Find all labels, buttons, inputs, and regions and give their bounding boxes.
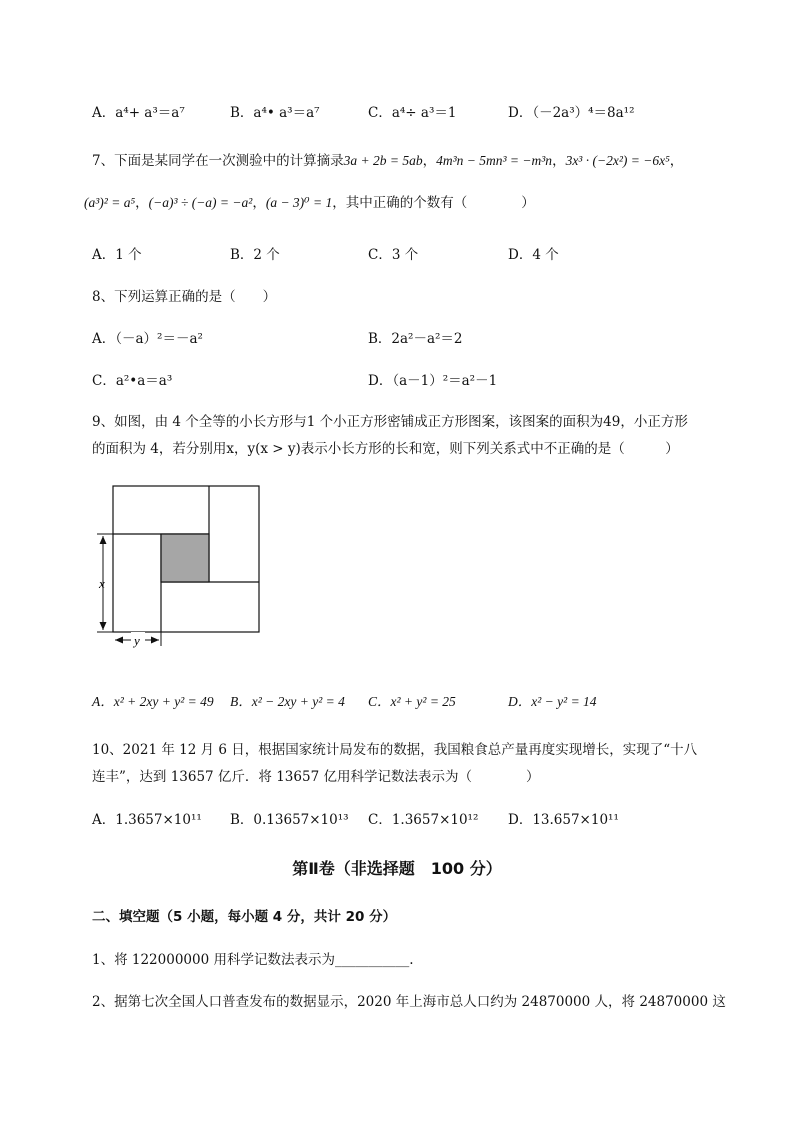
q9-figure: [90, 480, 270, 650]
part2-title: 第Ⅱ卷（非选择题 100 分）: [292, 859, 502, 878]
y-arrow-right: [151, 637, 159, 644]
q8-stem: 8、下列运算正确的是（ ）: [92, 289, 277, 305]
section2-title: 二、填空题（5 小题，每小题 4 分，共计 20 分）: [92, 909, 397, 925]
q10-option-a: A．1.3657×10¹¹: [92, 812, 202, 828]
q9-option-d: D．x² − y² = 14: [508, 694, 597, 709]
q10-option-c: C．1.3657×10¹²: [368, 812, 479, 828]
figure-label-y: y: [134, 633, 140, 648]
q10-line2: 连丰”，达到 13657 亿斤．将 13657 亿用科学记数法表示为（ ）: [92, 769, 540, 785]
small-square: [161, 534, 209, 582]
q7-expr4: (a³)² = a⁵: [84, 195, 136, 210]
q9-line2: 的面积为 4，若分别用x，y(x > y)表示小长方形的长和宽，则下列关系式中不正确的是（ ）: [92, 441, 679, 457]
q9-line1: 9、如图，由 4 个全等的小长方形与1 个小正方形密铺成正方形图案，该图案的面积为49，小正方形: [92, 414, 688, 430]
q9-option-c: C．x² + y² = 25: [368, 694, 456, 709]
figure-label-x: x: [99, 576, 105, 591]
q7-expr2: 4m³n − 5mn³ = −m³n: [436, 153, 553, 168]
q6-option-a: A．a⁴+ a³＝a⁷: [92, 105, 185, 121]
q10-line1: 10、2021 年 12 月 6 日，根据国家统计局发布的数据，我国粮食总产量再度实现增长，实现了“十八: [92, 742, 698, 758]
q7-option-a: A．1 个: [92, 247, 142, 263]
fill-question-2: 2、据第七次全国人口普查发布的数据显示，2020 年上海市总人口约为 24870000 人，将 24870000 这: [92, 994, 726, 1010]
q6-option-c: C．a⁴÷ a³＝1: [368, 105, 457, 121]
q6-option-b: B．a⁴• a³＝a⁷: [230, 105, 320, 121]
x-arrow-bottom: [100, 622, 107, 630]
q7-suffix: ，其中正确的个数有（ ）: [332, 195, 535, 211]
q10-option-b: B．0.13657×10¹³: [230, 812, 349, 828]
q6-option-d: D．（－2a³）⁴＝8a¹²: [508, 105, 635, 121]
q7-line2: (a³)² = a⁵，(−a)³ ÷ (−a) = −a²，(a − 3)⁰ = 1，其中正确的个数有（ ）: [84, 195, 535, 211]
q9-option-b: B．x² − 2xy + y² = 4: [230, 694, 345, 709]
q10-option-d: D．13.657×10¹¹: [508, 812, 619, 828]
q8-option-b: B．2a²－a²＝2: [368, 331, 463, 347]
y-arrow-left: [115, 637, 123, 644]
q9-option-a: A．x² + 2xy + y² = 49: [92, 694, 214, 709]
q7-option-d: D．4 个: [508, 247, 559, 263]
q7-expr5: (−a)³ ÷ (−a) = −a²: [148, 195, 253, 210]
q7-prefix: 7、下面是某同学在一次测验中的计算摘录: [92, 153, 344, 169]
q7-line1: 7、下面是某同学在一次测验中的计算摘录3a + 2b = 5ab，4m³n − 5mn³ = −m³n，3x³ · (−2x²) = −6x⁵，: [92, 153, 684, 169]
q7-expr3: 3x³ · (−2x²) = −6x⁵: [565, 153, 670, 168]
q7-expr1: 3a + 2b = 5ab: [343, 153, 423, 168]
q8-option-a: A．（－a）²＝－a²: [92, 331, 203, 347]
q7-option-c: C．3 个: [368, 247, 419, 263]
q7-option-b: B．2 个: [230, 247, 280, 263]
q8-option-c: C．a²•a＝a³: [92, 373, 173, 389]
fill-question-1: 1、将 122000000 用科学记数法表示为___________.: [92, 952, 414, 968]
q8-option-d: D．（a－1）²＝a²－1: [368, 373, 498, 389]
x-arrow-top: [100, 536, 107, 544]
q7-expr6: (a − 3)⁰ = 1: [265, 195, 333, 210]
